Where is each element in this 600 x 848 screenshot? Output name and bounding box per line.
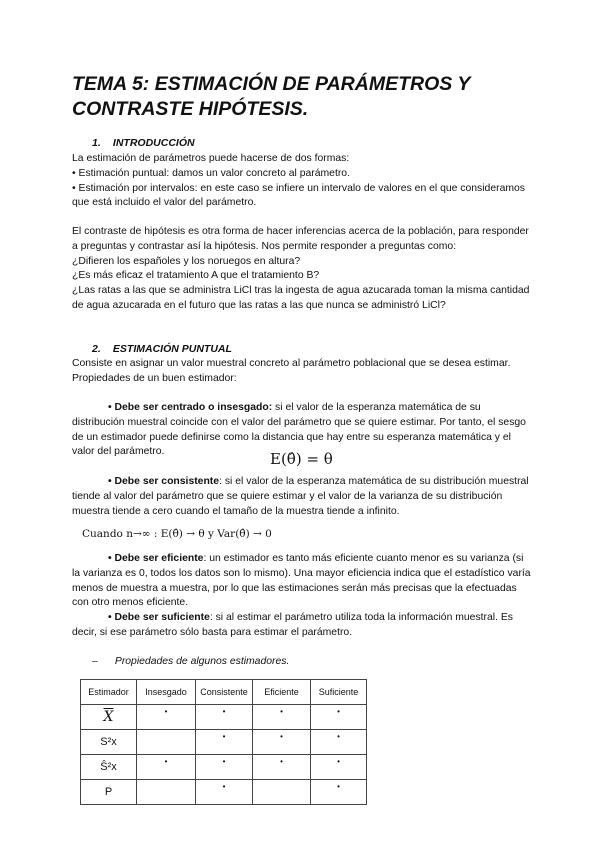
table-row <box>81 755 367 780</box>
table-cell: • <box>253 730 311 755</box>
insesgado-text: si el valor de la esperanza matemática de su distribución muestral coincide con el valor del parámetro que se quiere estimar. Por tanto, el sesgo de un estimador puede definirse como la distancia que hay entre su esperanza matemática y el valor del parámetro. <box>72 402 526 458</box>
suficiente-text: : si al estimar el parámetro utiliza toda la información muestral. Es decir, si ese parámetro sólo basta para estimar el parámetro. <box>72 612 513 638</box>
title-line-1: TEMA 5: ESTIMACIÓN DE PARÁMETROS Y <box>72 73 471 95</box>
estimators-caption: Propiedades de algunos estimadores. <box>114 656 290 667</box>
table-cell: • <box>311 705 367 730</box>
section-1-body <box>72 152 532 211</box>
property-suficiente <box>72 611 532 641</box>
properties-heading: Propiedades de un buen estimador: <box>72 372 237 384</box>
title-line-2: CONTRASTE HIPÓTESIS. <box>72 98 309 120</box>
table-row <box>81 730 367 755</box>
suficiente-label: • Debe ser suficiente <box>108 612 210 623</box>
table-cell: • <box>311 730 367 755</box>
section-2-number: 2. <box>92 343 101 355</box>
table-cell: • <box>196 755 253 780</box>
row-label-mean: $\overline{X}$ <box>81 705 137 730</box>
table-cell: • <box>137 755 196 780</box>
list-dash: – <box>92 656 98 667</box>
intro-text: La estimación de parámetros puede hacerse de dos formas: <box>72 153 350 164</box>
page-title <box>72 72 552 122</box>
table-cell: • <box>137 705 196 730</box>
property-eficiente <box>72 552 532 611</box>
section-1-title: INTRODUCCIÓN <box>112 137 195 149</box>
estimators-list-item <box>92 656 289 667</box>
header-eficiente: Eficiente <box>253 680 311 705</box>
question-3: ¿Las ratas a las que se administra LiCl tras la ingesta de agua azucarada toman la misma cantidad de agua azucarada en el futuro que las ratas a las que nunca se administró LiCl? <box>72 285 530 311</box>
table-cell: • <box>311 780 367 805</box>
table-header-row <box>81 680 367 705</box>
table-cell: • <box>196 705 253 730</box>
insesgado-formula: E(θ̂) = θ <box>270 450 333 468</box>
question-2: ¿Es más eficaz el tratamiento A que el tratamiento B? <box>72 270 320 282</box>
table-row <box>81 780 367 805</box>
row-label-variance: S²x <box>81 730 137 755</box>
section-1-number: 1. <box>92 137 101 149</box>
contraste-text: El contraste de hipótesis es otra forma de hacer inferencias acerca de la población, para responder a preguntas y contrastar así la hipótesis. Nos permite responder a preguntas como: <box>72 226 529 252</box>
property-consistente <box>72 475 532 519</box>
estimators-table <box>80 679 367 805</box>
header-suficiente: Suficiente <box>311 680 367 705</box>
table-cell <box>137 780 196 805</box>
table-cell: • <box>253 705 311 730</box>
section-2-intro <box>72 357 532 387</box>
header-consistente: Consistente <box>196 680 253 705</box>
table-cell: • <box>196 780 253 805</box>
section-2-title: ESTIMACIÓN PUNTUAL <box>112 343 232 355</box>
header-insesgado: Insesgado <box>137 680 196 705</box>
bullet-intervalos: • Estimación por intervalos: en este caso se infiere un intervalo de valores en el que consideramos que está incluido el valor del parámetro. <box>72 182 525 209</box>
table-cell <box>137 730 196 755</box>
header-estimador: Estimador <box>81 680 137 705</box>
insesgado-label: • Debe ser centrado o insesgado: <box>108 402 273 413</box>
row-label-quasivariance: Ŝ²x <box>81 755 137 780</box>
table-cell: • <box>253 755 311 780</box>
contraste-block <box>72 225 532 314</box>
section-2-heading <box>92 343 232 355</box>
consistente-text: : si el valor de la esperanza matemática de su distribución muestral tiende al valor del parámetro que se quiere estimar y el valor de la varianza de su distribución muestra tiende a cero cuando el tamaño de la muestra tiende a infinito. <box>72 476 529 517</box>
consistente-formula: Cuando n→∞ : E(θ̂) → θ y Var(θ̂) → 0 <box>82 528 272 540</box>
table-row <box>81 705 367 730</box>
row-label-proportion: P <box>81 780 137 805</box>
table-cell: • <box>196 730 253 755</box>
table-cell: • <box>311 755 367 780</box>
eficiente-label: • Debe ser eficiente <box>108 553 204 564</box>
puntual-intro: Consiste en asignar un valor muestral concreto al parámetro poblacional que se desea estimar. <box>72 358 511 369</box>
section-1-heading <box>92 137 195 149</box>
consistente-label: • Debe ser consistente <box>108 476 220 487</box>
table-cell <box>253 780 311 805</box>
eficiente-text: : un estimador es tanto más eficiente cuanto menor es su varianza (si la varianza es 0, todos los datos son lo mismo). Una mayor eficiencia indica que el estadístico varía menos de muestra a muestra, por lo que las estimaciones serán más precisas que la efectuadas con otro menos eficiente. <box>72 553 531 609</box>
bullet-puntual: • Estimación puntual: damos un valor concreto al parámetro. <box>72 167 350 179</box>
question-1: ¿Difieren los españoles y los noruegos en altura? <box>72 255 301 267</box>
